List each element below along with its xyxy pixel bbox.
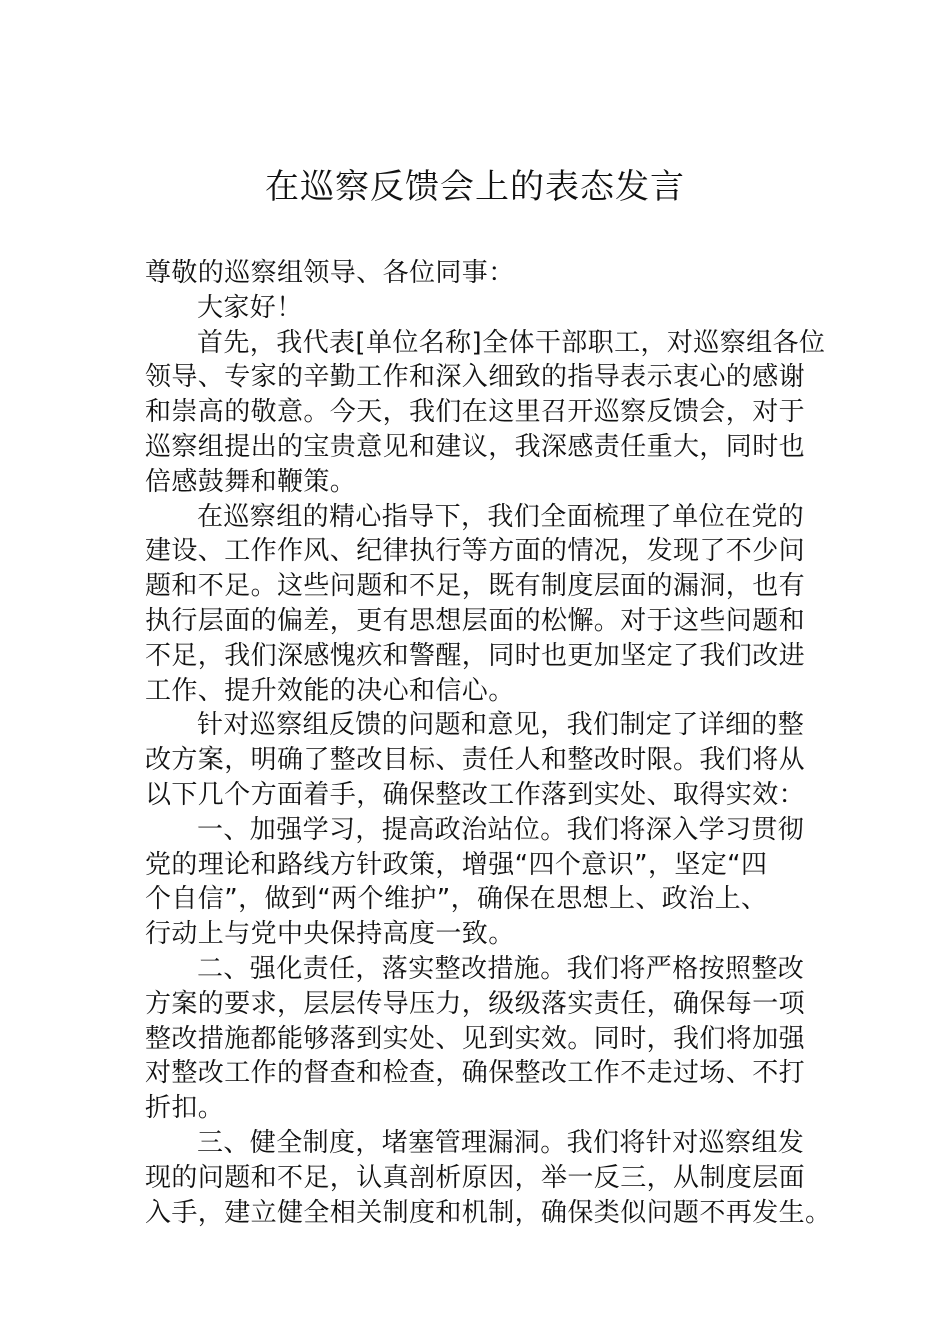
- item-2-line: 折扣。: [145, 1093, 225, 1124]
- item-2-line: 整改措施都能够落到实处、见到实效。同时，我们将加强: [145, 1023, 806, 1054]
- item-1-line: 行动上与党中央保持高度一致。: [145, 919, 515, 950]
- paragraph-1-line: 领导、专家的辛勤工作和深入细致的指导表示衷心的感谢: [145, 362, 806, 393]
- document-body: [145, 256, 832, 1230]
- paragraph-1-line: 和崇高的敬意。今天，我们在这里召开巡察反馈会，对于: [145, 397, 806, 428]
- paragraph-2-line: 工作、提升效能的决心和信心。: [145, 675, 515, 706]
- paragraph-3-line: 以下几个方面着手，确保整改工作落到实处、取得实效：: [145, 779, 806, 810]
- paragraph-2-line: 执行层面的偏差，更有思想层面的松懈。对于这些问题和: [145, 605, 806, 636]
- item-3-line: 入手，建立健全相关制度和机制，确保类似问题不再发生。: [145, 1197, 832, 1228]
- paragraph-2-line: 在巡察组的精心指导下，我们全面梳理了单位在党的: [197, 501, 805, 532]
- paragraph-1-line: 首先，我代表[单位名称]全体干部职工，对巡察组各位: [197, 327, 826, 358]
- paragraph-3-line: 针对巡察组反馈的问题和意见，我们制定了详细的整: [197, 710, 805, 741]
- document-title: 在巡察反馈会上的表态发言: [265, 167, 685, 207]
- greeting-line: 大家好！: [197, 292, 303, 323]
- item-1-line: 一、加强学习，提高政治站位。我们将深入学习贯彻: [197, 814, 805, 845]
- paragraph-3-line: 改方案，明确了整改目标、责任人和整改时限。我们将从: [145, 745, 806, 776]
- item-3-line: 现的问题和不足，认真剖析原因，举一反三，从制度层面: [145, 1162, 806, 1193]
- salutation-line: 尊敬的巡察组领导、各位同事：: [145, 258, 515, 288]
- item-1-line: 个自信”，做到“两个维护”，确保在思想上、政治上、: [145, 884, 768, 915]
- paragraph-2-line: 不足，我们深感愧疚和警醒，同时也更加坚定了我们改进: [145, 640, 806, 671]
- paragraph-2-line: 题和不足。这些问题和不足，既有制度层面的漏洞，也有: [145, 571, 806, 602]
- item-3-line: 三、健全制度，堵塞管理漏洞。我们将针对巡察组发: [197, 1127, 805, 1158]
- paragraph-1-line: 巡察组提出的宝贵意见和建议，我深感责任重大，同时也: [145, 431, 806, 462]
- item-2-line: 二、强化责任，落实整改措施。我们将严格按照整改: [197, 953, 805, 984]
- item-2-line: 方案的要求，层层传导压力，级级落实责任，确保每一项: [145, 988, 806, 1019]
- paragraph-1-line: 倍感鼓舞和鞭策。: [145, 466, 357, 497]
- item-1-line: 党的理论和路线方针政策，增强“四个意识”，坚定“四: [145, 849, 768, 880]
- item-2-line: 对整改工作的督查和检查，确保整改工作不走过场、不打: [145, 1058, 806, 1089]
- paragraph-2-line: 建设、工作作风、纪律执行等方面的情况，发现了不少问: [145, 536, 806, 567]
